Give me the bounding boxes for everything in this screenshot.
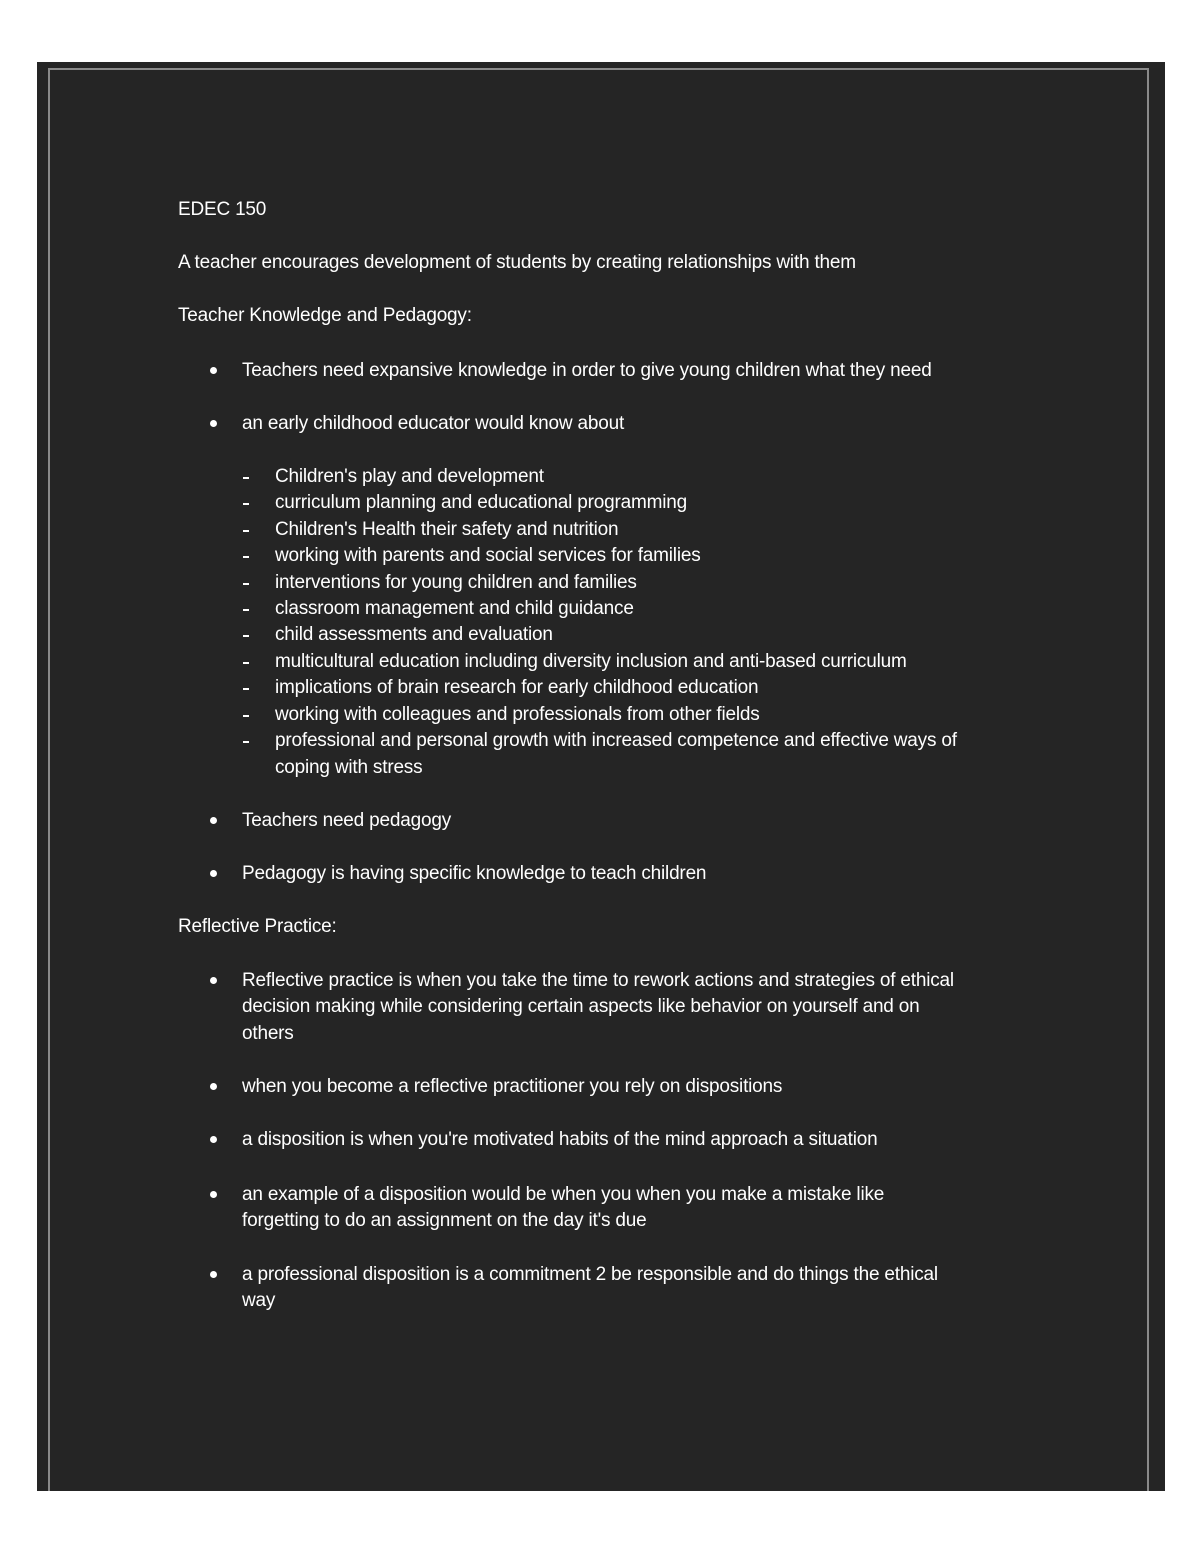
sub-list-item: working with parents and social services for families <box>275 545 701 566</box>
bullet-item: Teachers need pedagogy <box>242 810 451 831</box>
bullet-item: Reflective practice is when you take the time to rework actions and strategies of ethical <box>242 970 954 991</box>
dash-icon <box>243 530 249 532</box>
dash-icon <box>243 583 249 585</box>
section-heading-reflective: Reflective Practice: <box>178 916 337 937</box>
sub-list-item-continuation: coping with stress <box>275 757 423 778</box>
bullet-item-continuation: others <box>242 1023 294 1044</box>
dash-icon <box>243 635 249 637</box>
bullet-item: a disposition is when you're motivated habits of the mind approach a situation <box>242 1129 878 1150</box>
sub-list-item: working with colleagues and professionals from other fields <box>275 704 760 725</box>
section-heading-knowledge: Teacher Knowledge and Pedagogy: <box>178 305 472 326</box>
dash-icon <box>243 556 249 558</box>
sub-list-item: interventions for young children and families <box>275 572 637 593</box>
bullet-item: when you become a reflective practitioner you rely on dispositions <box>242 1076 783 1097</box>
bullet-icon <box>210 977 217 984</box>
bullet-item-continuation: decision making while considering certain aspects like behavior on yourself and on <box>242 996 920 1017</box>
dash-icon <box>243 741 249 743</box>
bullet-item: an example of a disposition would be when you when you make a mistake like <box>242 1184 885 1205</box>
sub-list-item: curriculum planning and educational programming <box>275 492 688 513</box>
dash-icon <box>243 688 249 690</box>
sub-list-item: classroom management and child guidance <box>275 598 634 619</box>
sub-list-item: multicultural education including diversity inclusion and anti-based curriculum <box>275 651 907 672</box>
bullet-icon <box>210 1271 217 1278</box>
sub-list-item: professional and personal growth with increased competence and effective ways of <box>275 730 957 751</box>
bullet-icon <box>210 817 217 824</box>
document-page <box>37 62 1165 1491</box>
bullet-item: Teachers need expansive knowledge in order to give young children what they need <box>242 360 932 381</box>
dash-icon <box>243 662 249 664</box>
course-code: EDEC 150 <box>178 199 267 220</box>
sub-list-item: child assessments and evaluation <box>275 624 553 645</box>
bullet-icon <box>210 1191 217 1198</box>
bullet-icon <box>210 1083 217 1090</box>
bullet-item: an early childhood educator would know about <box>242 413 625 434</box>
sub-list-item: implications of brain research for early childhood education <box>275 677 759 698</box>
bullet-item: a professional disposition is a commitment 2 be responsible and do things the ethical <box>242 1264 938 1285</box>
bullet-item-continuation: way <box>242 1290 276 1311</box>
bullet-icon <box>210 1136 217 1143</box>
sub-list-item: Children's play and development <box>275 466 544 487</box>
bullet-item: Pedagogy is having specific knowledge to teach children <box>242 863 707 884</box>
intro-sentence: A teacher encourages development of students by creating relationships with them <box>178 252 856 273</box>
sub-list-item: Children's Health their safety and nutrition <box>275 519 619 540</box>
dash-icon <box>243 477 249 479</box>
dash-icon <box>243 609 249 611</box>
dash-icon <box>243 715 249 717</box>
bullet-icon <box>210 870 217 877</box>
dash-icon <box>243 503 249 505</box>
bullet-item-continuation: forgetting to do an assignment on the day it's due <box>242 1210 647 1231</box>
bullet-icon <box>210 367 217 374</box>
bullet-icon <box>210 420 217 427</box>
